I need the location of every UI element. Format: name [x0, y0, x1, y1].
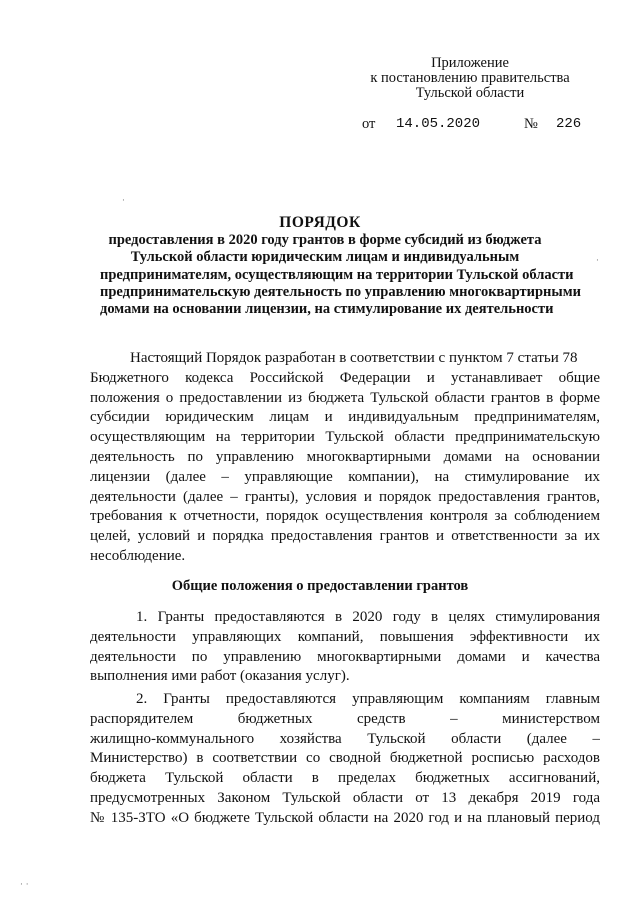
paragraph-line: несоблюдение.: [90, 547, 186, 564]
paragraph-line: целей, условий и порядка предоставления грантов и ответственности за их: [90, 528, 600, 545]
document-subtitle: [100, 232, 581, 318]
paragraph-line: 2. Гранты предоставляются управляющим компаниям главным: [136, 691, 600, 707]
paragraph-line: предусмотренных Законом Тульской области от 13 декабря 2019 года: [90, 789, 600, 806]
paragraph-line: Бюджетного кодекса Российской Федерации и устанавливает общие: [90, 369, 600, 386]
paragraph-line: 1. Гранты предоставляются в 2020 году в целях стимулирования: [136, 609, 600, 625]
appendix-line: к постановлению правительства: [370, 70, 570, 86]
document-title: ПОРЯДОК: [279, 214, 361, 231]
paragraph-line: № 135-ЗТО «О бюджете Тульской области на 2020 год и на плановый период: [90, 809, 600, 826]
scan-speck: ·: [122, 196, 125, 206]
appendix-line: Тульской области: [415, 85, 525, 101]
paragraph-line: деятельность по управлению многоквартирными домами на основании: [90, 448, 600, 465]
document-date: 14.05.2020: [396, 116, 481, 132]
subtitle-line: предпринимательскую деятельность по управлению многоквартирными: [100, 283, 581, 300]
number-label: №: [524, 116, 538, 132]
appendix-block: [350, 56, 590, 101]
paragraph-line: субсидии юридическим лицам и индивидуальным предпринимателям,: [90, 409, 600, 426]
paragraph-line: лицензии (далее – управляющие компании), на стимулирование их: [90, 468, 600, 485]
subtitle-line: предпринимателям, осуществляющим на территории Тульской области: [100, 266, 574, 283]
subtitle-line: предоставления в 2020 году грантов в форме субсидий из бюджета: [108, 232, 542, 248]
paragraph-line: положения о предоставлении из бюджета Тульской области грантов в форме: [90, 389, 600, 406]
paragraph-line: выполнения ими работ (оказания услуг).: [90, 668, 350, 685]
paragraph-line: Министерство) в соответствии со сводной бюджетной росписью расходов: [90, 750, 600, 767]
subtitle-line: Тульской области юридическим лицам и индивидуальным: [130, 249, 520, 266]
scan-speck: · ·: [20, 880, 29, 890]
paragraph-line: жилищно-коммунального хозяйства Тульской области (далее –: [90, 730, 600, 747]
paragraph-line: деятельности (далее – гранты), условия и порядок предоставления грантов,: [90, 488, 600, 505]
paragraph-line: бюджета Тульской области в пределах бюджетных ассигнований,: [90, 770, 600, 787]
subtitle-line: домами на основании лицензии, на стимулирование их деятельности: [100, 301, 554, 318]
scan-speck: ·: [596, 256, 599, 266]
appendix-line: Приложение: [431, 55, 509, 71]
paragraph-line: распорядителем бюджетных средств – министерством: [90, 710, 600, 727]
date-number-line: [360, 116, 590, 134]
paragraph-line: деятельности по управлению многоквартирными домами и качества: [90, 648, 600, 665]
paragraph-line: требования к отчетности, порядок осуществления контроля за соблюдением: [90, 508, 600, 525]
paragraph-line: Настоящий Порядок разработан в соответствии с пунктом 7 статьи 78: [130, 350, 578, 366]
section-heading: Общие положения о предоставлении грантов: [171, 578, 469, 594]
item-2-paragraph: [90, 690, 600, 829]
paragraph-line: деятельности управляющих компаний, повышения эффективности их: [90, 628, 600, 645]
intro-paragraph: [90, 349, 600, 567]
item-1-paragraph: [90, 608, 600, 687]
document-number: 226: [556, 116, 582, 132]
paragraph-line: осуществляющим на территории Тульской области предпринимательскую: [90, 429, 600, 446]
date-label: от: [362, 116, 376, 132]
